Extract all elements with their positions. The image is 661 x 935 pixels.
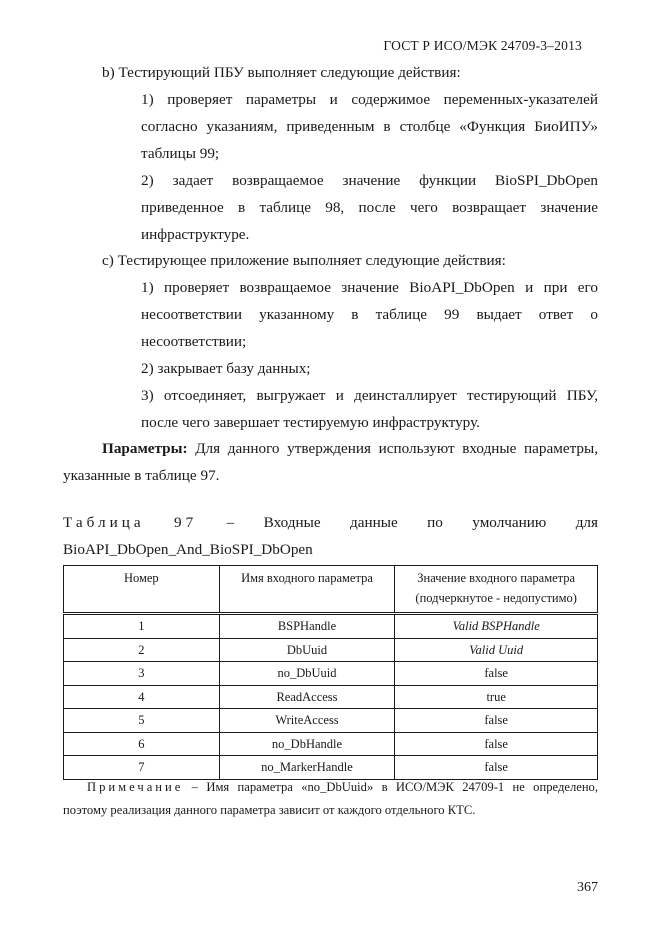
header-param-value-line1: Значение входного параметра bbox=[417, 571, 576, 585]
header-param-value-line2: (подчеркнутое - недопустимо) bbox=[415, 591, 577, 605]
row-param-name: no_DbHandle bbox=[219, 732, 395, 756]
caption-w5: для bbox=[575, 514, 598, 531]
table-row bbox=[64, 638, 598, 662]
row-param-value: Valid Uuid bbox=[395, 638, 598, 662]
row-param-name: no_MarkerHandle bbox=[219, 756, 395, 780]
row-number: 4 bbox=[64, 685, 220, 709]
table-row bbox=[64, 614, 598, 639]
table-note bbox=[63, 776, 598, 822]
row-param-value: false bbox=[395, 709, 598, 733]
page-header: ГОСТ Р ИСО/МЭК 24709-3–2013 bbox=[383, 38, 582, 53]
parameters-text: Для данного утверждения используют входные параметры, указанные в таблице 97. bbox=[63, 440, 598, 484]
row-number: 1 bbox=[64, 614, 220, 639]
parameters-table bbox=[63, 565, 598, 780]
note-text: – Имя параметра «no_DbUuid» в ИСО/МЭК 24709-1 не определено, поэтому реализация данного параметра зависит от каждого отдельного КТС. bbox=[63, 780, 598, 817]
row-number: 7 bbox=[64, 756, 220, 780]
page-number: 367 bbox=[577, 880, 598, 895]
row-param-name: no_DbUuid bbox=[219, 662, 395, 686]
row-param-value: false bbox=[395, 756, 598, 780]
table-caption bbox=[63, 509, 598, 563]
header-param-name: Имя входного параметра bbox=[219, 566, 395, 614]
parameters-label: Параметры: bbox=[102, 440, 188, 457]
header-number: Номер bbox=[64, 566, 220, 614]
item-c: c) Тестирующее приложение выполняет следующие действия: bbox=[102, 252, 506, 269]
table-row bbox=[64, 709, 598, 733]
item-c3: 3) отсоединяет, выгружает и деинсталлирует тестирующий ПБУ, после чего завершает тестируемую инфраструктуру. bbox=[141, 387, 598, 431]
item-b2: 2) задает возвращаемое значение функции BioSPI_DbOpen приведенное в таблице 98, после чего возвращает значение инфраструктуре. bbox=[141, 172, 598, 243]
caption-word: Таблица bbox=[63, 514, 145, 531]
row-param-name: ReadAccess bbox=[219, 685, 395, 709]
table-header-row bbox=[64, 566, 598, 614]
caption-line2: BioAPI_DbOpen_And_BioSPI_DbOpen bbox=[63, 541, 313, 558]
row-number: 3 bbox=[64, 662, 220, 686]
caption-number: 97 bbox=[174, 514, 198, 531]
header-param-value bbox=[395, 566, 598, 614]
row-number: 6 bbox=[64, 732, 220, 756]
caption-w3: по bbox=[427, 514, 443, 531]
parameters-paragraph bbox=[63, 435, 598, 489]
caption-w1: Входные bbox=[263, 514, 321, 531]
table-row bbox=[64, 685, 598, 709]
caption-dash: – bbox=[226, 514, 235, 531]
row-param-value: false bbox=[395, 732, 598, 756]
table-row bbox=[64, 662, 598, 686]
row-param-name: WriteAccess bbox=[219, 709, 395, 733]
row-param-value: false bbox=[395, 662, 598, 686]
row-param-name: BSPHandle bbox=[219, 614, 395, 639]
item-b: b) Тестирующий ПБУ выполняет следующие действия: bbox=[102, 64, 461, 81]
table-row bbox=[64, 732, 598, 756]
caption-w2: данные bbox=[350, 514, 398, 531]
row-param-name: DbUuid bbox=[219, 638, 395, 662]
note-label: Примечание bbox=[87, 780, 184, 794]
row-param-value: Valid BSPHandle bbox=[395, 614, 598, 639]
caption-w4: умолчанию bbox=[472, 514, 547, 531]
row-param-value: true bbox=[395, 685, 598, 709]
item-c1: 1) проверяет возвращаемое значение BioAPI_DbOpen и при его несоответствии указанному в таблице 99 выдает ответ о несоответствии; bbox=[141, 279, 598, 350]
row-number: 5 bbox=[64, 709, 220, 733]
item-b1: 1) проверяет параметры и содержимое переменных-указателей согласно указаниям, приведенным в столбце «Функция БиоИПУ» таблицы 99; bbox=[141, 91, 598, 162]
row-number: 2 bbox=[64, 638, 220, 662]
item-c2: 2) закрывает базу данных; bbox=[141, 360, 311, 377]
